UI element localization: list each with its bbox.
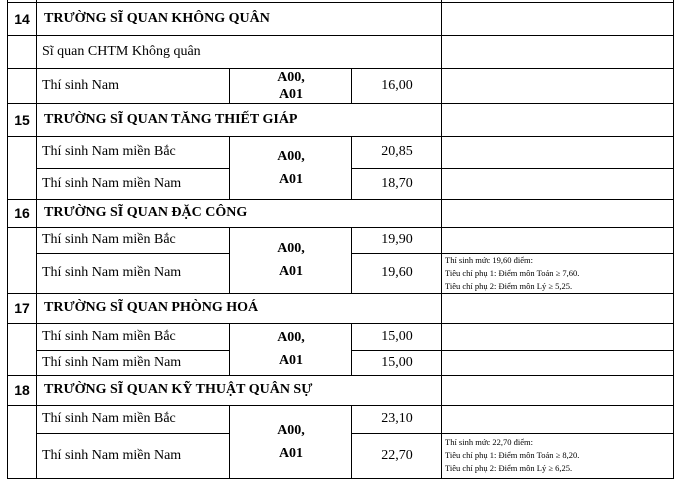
subject-codes: [230, 136, 352, 199]
subject-codes: [230, 323, 352, 375]
grid-line: [7, 103, 674, 104]
note-line: Thí sinh mức 19,60 điểm:: [445, 254, 533, 265]
school-name: TRƯỜNG SĨ QUAN TĂNG THIẾT GIÁP: [44, 111, 298, 127]
admission-score-table: [7, 0, 674, 485]
grid-line: [229, 68, 230, 103]
cutoff-score: 22,70: [381, 447, 413, 463]
grid-line: [351, 350, 674, 351]
grid-line: [7, 375, 674, 376]
grid-line: [36, 168, 230, 169]
cutoff-score: 15,00: [381, 328, 413, 344]
subject-code: A01: [278, 264, 304, 279]
grid-line: [351, 227, 352, 293]
subject-code: A01: [278, 86, 304, 102]
cutoff-score: 16,00: [381, 77, 413, 93]
school-name: TRƯỜNG SĨ QUAN KỸ THUẬT QUÂN SỰ: [44, 382, 313, 397]
section-number: 17: [14, 300, 30, 316]
grid-line: [441, 0, 442, 479]
grid-line: [351, 68, 352, 103]
note-line: Thí sinh mức 22,70 điểm:: [445, 437, 533, 447]
grid-line: [7, 199, 674, 200]
candidate-group-label: Thí sinh Nam miền Nam: [42, 354, 182, 370]
subject-code: A00,: [277, 69, 305, 85]
cutoff-score: 20,85: [381, 144, 413, 159]
subject-code: A00,: [277, 330, 305, 345]
grid-line: [7, 136, 674, 137]
note-line: Tiêu chí phụ 1: Điểm môn Toán ≥ 8,20.: [445, 450, 580, 460]
cutoff-score: 15,00: [381, 354, 413, 370]
school-name: TRƯỜNG SĨ QUAN KHÔNG QUÂN: [44, 11, 270, 26]
candidate-group-label: Thí sinh Nam miền Bắc: [42, 144, 176, 159]
section-number: 16: [14, 205, 30, 221]
subject-code: A01: [278, 171, 304, 187]
candidate-group-label: Thí sinh Nam: [42, 77, 119, 93]
note-line: Tiêu chí phụ 2: Điểm môn Lý ≥ 5,25.: [445, 280, 573, 291]
grid-line: [7, 323, 674, 324]
grid-line: [229, 405, 230, 479]
candidate-group-label: Thí sinh Nam miền Nam: [42, 447, 182, 463]
grid-line: [351, 433, 674, 434]
grid-line: [351, 253, 674, 254]
grid-line: [7, 405, 674, 406]
grid-line: [7, 227, 674, 228]
section-number: 14: [14, 11, 30, 27]
grid-line: [7, 478, 674, 479]
candidate-group-label: Thí sinh Nam miền Nam: [42, 265, 182, 280]
table-border: [7, 0, 8, 479]
cutoff-score: 23,10: [381, 411, 413, 426]
grid-line: [36, 253, 230, 254]
grid-line: [7, 2, 674, 3]
grid-line: [7, 35, 674, 36]
cutoff-score: 18,70: [381, 175, 413, 191]
section-number: 18: [14, 382, 30, 398]
school-name: TRƯỜNG SĨ QUAN ĐẶC CÔNG: [44, 205, 248, 220]
subject-codes: [230, 405, 352, 478]
cutoff-score: 19,60: [381, 265, 413, 280]
grid-line: [351, 323, 352, 375]
subject-code: A00,: [277, 148, 305, 164]
subject-code: A01: [278, 445, 304, 461]
grid-line: [7, 293, 674, 294]
grid-line: [351, 405, 352, 479]
candidate-group-label: Thí sinh Nam miền Bắc: [42, 411, 176, 426]
grid-line: [36, 0, 37, 479]
tiebreak-note: [442, 433, 674, 478]
grid-line: [7, 68, 674, 69]
subject-code: A00,: [277, 241, 305, 256]
subject-code: A01: [278, 353, 304, 368]
table-border: [673, 0, 674, 479]
program-subheader: Sĩ quan CHTM Không quân: [42, 43, 201, 59]
grid-line: [36, 433, 230, 434]
candidate-group-label: Thí sinh Nam miền Nam: [42, 175, 182, 191]
subject-codes: [230, 227, 352, 293]
section-number: 15: [14, 111, 30, 128]
tiebreak-note: [442, 253, 674, 293]
grid-line: [36, 350, 230, 351]
school-name: TRƯỜNG SĨ QUAN PHÒNG HOÁ: [44, 300, 259, 315]
candidate-group-label: Thí sinh Nam miền Bắc: [42, 232, 176, 247]
note-line: Tiêu chí phụ 2: Điểm môn Lý ≥ 6,25.: [445, 463, 573, 473]
subject-codes: [230, 68, 352, 103]
note-line: Tiêu chí phụ 1: Điểm môn Toán ≥ 7,60.: [445, 267, 580, 278]
cutoff-score: 19,90: [381, 232, 413, 247]
grid-line: [229, 323, 230, 375]
subject-code: A00,: [277, 422, 305, 438]
grid-line: [229, 227, 230, 293]
grid-line: [351, 168, 674, 169]
candidate-group-label: Thí sinh Nam miền Bắc: [42, 328, 176, 344]
